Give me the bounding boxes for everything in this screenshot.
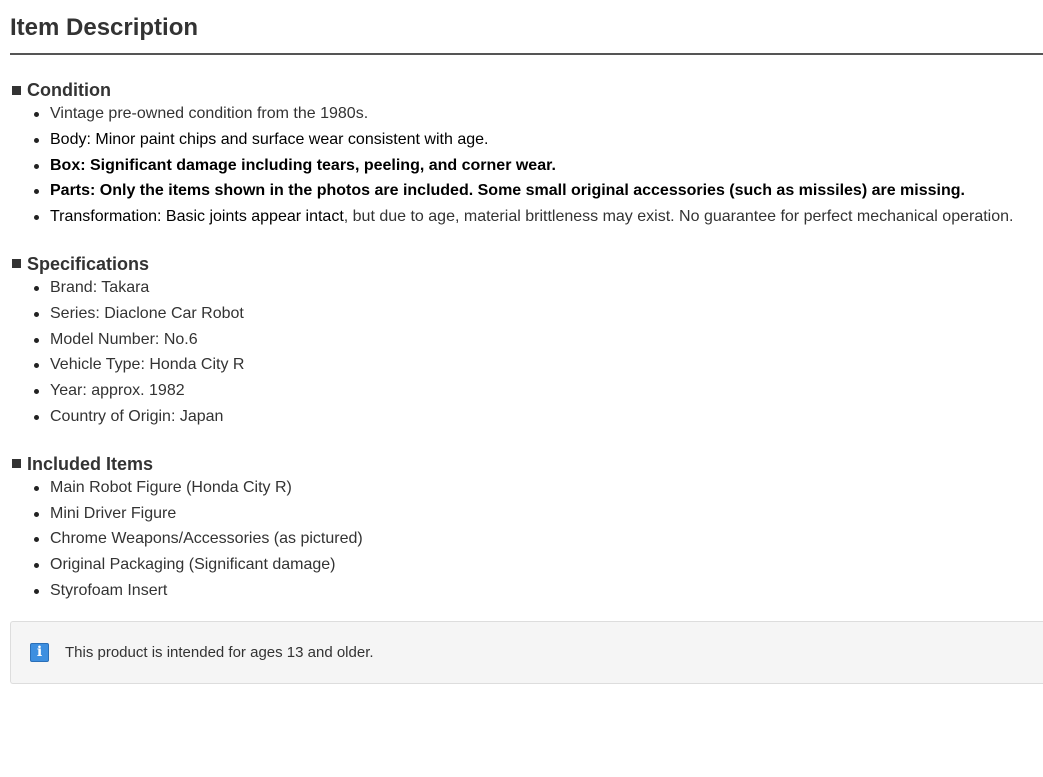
section-heading-label: Included Items	[27, 453, 154, 474]
list-item	[50, 204, 1043, 230]
square-bullet-icon	[12, 259, 21, 268]
included-items-list	[10, 475, 1043, 604]
section-heading-label: Condition	[27, 80, 111, 100]
square-bullet-icon	[12, 459, 21, 468]
list-item-text: , but due to age, material brittleness may exist. No guarantee for perfect mechanical operation.	[343, 208, 1014, 226]
list-item: Parts: Only the items shown in the photos are included. Some small original accessories (such as missiles) are missing.	[50, 178, 1043, 204]
list-item: Chrome Weapons/Accessories (as pictured)	[50, 526, 1043, 552]
list-item-text: Transformation: Basic joints appear intact	[50, 208, 344, 226]
info-icon: i	[30, 643, 49, 662]
section-heading-specifications	[10, 253, 1043, 275]
list-item: Country of Origin: Japan	[50, 404, 1043, 430]
list-item-text: Body: Minor paint chips and surface wear consistent with age.	[50, 130, 489, 148]
section-heading-label: Specifications	[27, 253, 150, 274]
age-notice-box	[10, 621, 1043, 684]
title-divider	[10, 53, 1043, 55]
list-item: Styrofoam Insert	[50, 578, 1043, 604]
list-item	[50, 127, 1043, 153]
section-heading-condition	[10, 79, 1043, 101]
list-item: Model Number: No.6	[50, 327, 1043, 353]
condition-list	[10, 101, 1043, 230]
list-item: Box: Significant damage including tears, peeling, and corner wear.	[50, 153, 1043, 179]
list-item: Vehicle Type: Honda City R	[50, 352, 1043, 378]
list-item: Year: approx. 1982	[50, 378, 1043, 404]
list-item: Series: Diaclone Car Robot	[50, 301, 1043, 327]
age-notice-text: This product is intended for ages 13 and older.	[65, 643, 374, 661]
list-item: Mini Driver Figure	[50, 501, 1043, 527]
list-item: Main Robot Figure (Honda City R)	[50, 475, 1043, 501]
specifications-list	[10, 275, 1043, 430]
square-bullet-icon	[12, 86, 21, 95]
list-item: Original Packaging (Significant damage)	[50, 552, 1043, 578]
section-heading-included-items	[10, 453, 1043, 475]
page-title: Item Description	[10, 14, 199, 41]
list-item: Vintage pre-owned condition from the 1980s.	[50, 101, 1043, 127]
list-item: Brand: Takara	[50, 275, 1043, 301]
